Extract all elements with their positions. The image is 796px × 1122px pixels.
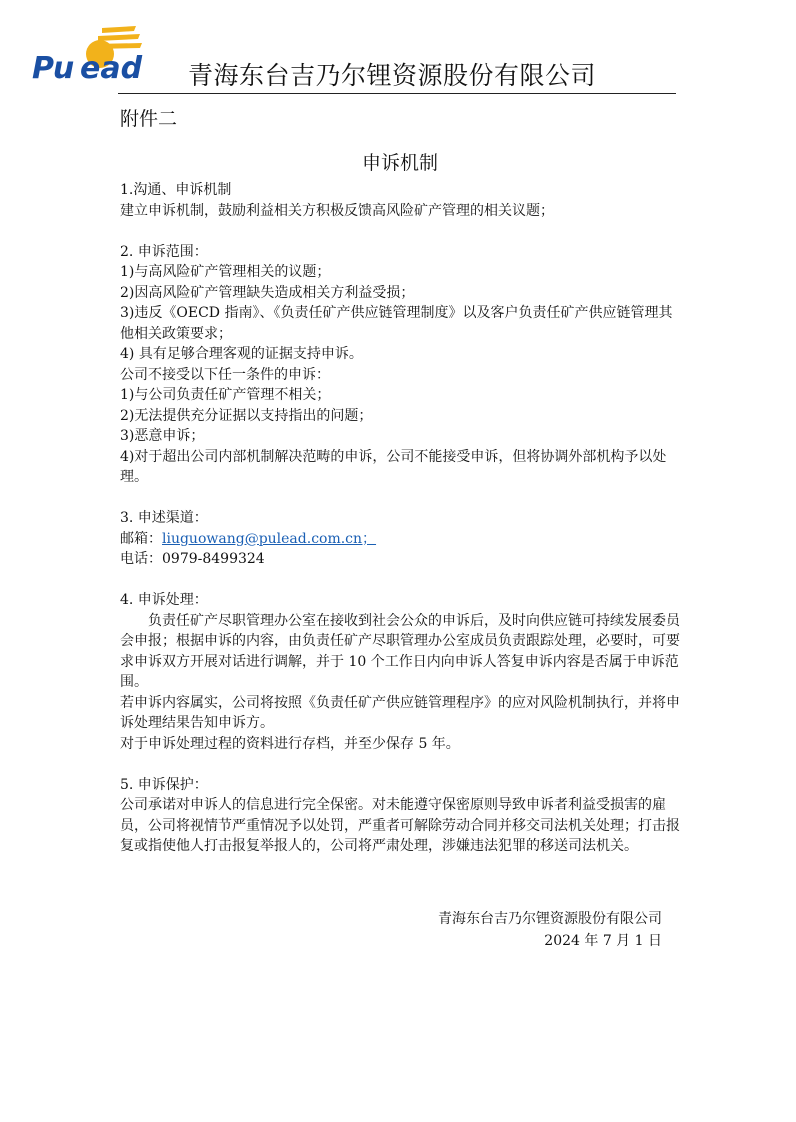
- company-logo: [32, 20, 144, 86]
- section-2-item: 3)违反《OECD 指南》、《负责任矿产供应链管理制度》以及客户负责任矿产供应链管理其他相关政策要求；: [120, 305, 673, 342]
- section-2-title: 2. 申诉范围：: [120, 243, 208, 260]
- section-5-text: 公司承诺对申诉人的信息进行完全保密。对未能遵守保密原则导致申诉者利益受损害的雇员，公司将视情节严重情况予以处罚，严重者可解除劳动合同并移交司法机关处理；打击报复或指使他人打击报复举报人的，公司将严肃处理，涉嫌违法犯罪的移送司法机关。: [120, 797, 680, 854]
- email-label: 邮箱：: [120, 530, 162, 547]
- section-2-reject-item: 1)与公司负责任矿产管理不相关；: [120, 387, 331, 403]
- document-title: 申诉机制: [361, 152, 438, 174]
- section-1-text: 建立申诉机制，鼓励利益相关方积极反馈高风险矿产管理的相关议题；: [120, 202, 554, 219]
- section-2-item: 1)与高风险矿产管理相关的议题；: [120, 264, 331, 280]
- svg-text:ead: ead: [80, 51, 143, 86]
- section-2-reject-item: 4)对于超出公司内部机制解决范畴的申诉，公司不能接受申诉，但将协调外部机构予以处理。: [120, 448, 667, 485]
- section-2-item: 2)因高风险矿产管理缺失造成相关方利益受损；: [120, 284, 415, 301]
- email-line: [120, 529, 680, 550]
- attachment-label: 附件二: [120, 108, 178, 130]
- section-2-reject-intro: 公司不接受以下任一条件的申诉：: [120, 366, 330, 383]
- section-4-paragraph: 负责任矿产尽职管理办公室在接收到社会公众的申诉后，及时向供应链可持续发展委员会申报；根据申诉的内容，由负责任矿产尽职管理办公室成员负责跟踪处理，必要时，可要求申诉双方开展对话进行调解，并于 10 个工作日内向申诉人答复申诉内容是否属于申诉范围。: [120, 612, 680, 690]
- signature-block: [438, 908, 662, 952]
- signature-company: 青海东台吉乃尔锂资源股份有限公司: [438, 911, 662, 927]
- signature-date: 2024 年 7 月 1 日: [544, 933, 662, 949]
- header-company-name: 青海东台吉乃尔锂资源股份有限公司: [188, 61, 597, 90]
- document-body: [120, 180, 680, 857]
- section-2-reject-item: 2)无法提供充分证据以支持指出的问题；: [120, 407, 373, 424]
- email-link[interactable]: liuguowang@pulead.com.cn；: [162, 530, 377, 547]
- svg-text:Pu: Pu: [32, 51, 75, 86]
- section-2-item: 4) 具有足够合理客观的证据支持申诉。: [120, 346, 363, 362]
- section-4-title: 4. 申诉处理：: [120, 592, 208, 608]
- section-1-title: 1.沟通、申诉机制: [120, 182, 232, 198]
- header-divider: [118, 93, 676, 94]
- phone-line: 电话：0979-8499324: [120, 551, 265, 567]
- section-4-paragraph: 若申诉内容属实，公司将按照《负责任矿产供应链管理程序》的应对风险机制执行，并将申诉处理结果告知申诉方。: [120, 694, 680, 731]
- section-4-paragraph: 对于申诉处理过程的资料进行存档，并至少保存 5 年。: [120, 735, 460, 752]
- section-3-title: 3. 申述渠道：: [120, 510, 208, 526]
- section-2-reject-item: 3)恶意申诉；: [120, 428, 205, 444]
- section-5-title: 5. 申诉保护：: [120, 776, 208, 793]
